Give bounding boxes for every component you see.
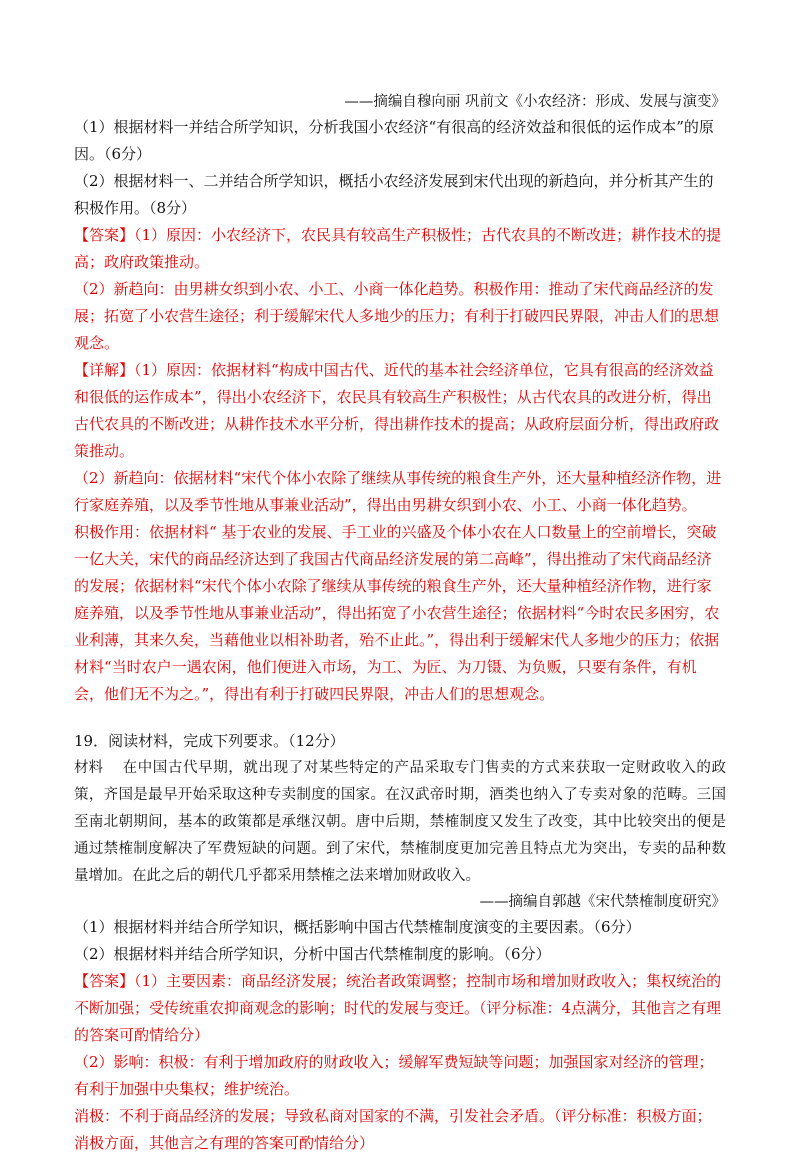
detail-18-part-1 xyxy=(74,357,726,465)
detail-tag: 【详解】 xyxy=(74,361,135,379)
question-19-part-2: （2）根据材料并结合所学知识，分析中国古代禁榷制度的影响。（6分） xyxy=(74,945,551,963)
document-page xyxy=(74,90,726,1157)
answer-19-part-1 xyxy=(74,968,726,1049)
question-18-part-1: （1）根据材料一并结合所学知识，分析我国小农经济“有很高的经济效益和很低的运作成本”的原因。（6分） xyxy=(74,118,714,163)
detail-18-part-2: （2）新趋向：依据材料“宋代个体小农除了继续从事传统的粮食生产外，还大量种植经济作物，进行家庭养殖，以及季节性地从事兼业活动”，得出由男耕女织到小农、小工、小商一体化趋势。 xyxy=(74,469,722,514)
answer-19-part-2: （2）影响：积极：有利于增加政府的财政收入；缓解军费短缺等问题；加强国家对经济的管理；有利于加强中央集权；维护统治。 xyxy=(74,1053,714,1098)
answer-18-part-1 xyxy=(74,222,726,276)
material-label: 材料 xyxy=(74,760,103,776)
material-text: 在中国古代早期，就出现了对某些特定的产品采取专门售卖的方式来获取一定财政收入的政策，齐国是最早开始采取这种专卖制度的国家。在汉武帝时期，酒类也纳入了专卖对象的范畴。三国至南北朝期间，基本的政策都是承继汉朝。唐中后期，禁榷制度又发生了改变，其中比较突出的便是通过禁榷制度解决了军费短缺的问题。到了宋代，禁榷制度更加完善且特点尤为突出，专卖的品种数量增加。在此之后的朝代几乎都采用禁榷之法来增加财政收入。 xyxy=(74,760,726,884)
question-19-material xyxy=(74,755,726,890)
answer-tag: 【答案】 xyxy=(74,972,135,990)
detail-text: （1）原因：依据材料“构成中国古代、近代的基本社会经济单位，它具有很高的经济效益和很低的运作成本”，得出小农经济下，农民具有较高生产积极性；从古代农具的改进分析，得出古代农具的不断改进；从耕作技术水平分析，得出耕作技术的提高；从政府层面分析，得出政府政策推动。 xyxy=(74,361,720,460)
answer-18-part-2: （2）新趋向：由男耕女织到小农、小工、小商一体化趋势。积极作用：推动了宋代商品经济的发展；拓宽了小农营生途径；利于缓解宋代人多地少的压力；有利于打破四民界限，冲击人们的思想观念。 xyxy=(74,280,720,352)
answer-text: （1）主要因素：商品经济发展；统治者政策调整；控制市场和增加财政收入；集权统治的不断加强；受传统重农抑商观念的影响；时代的发展与变迁。（评分标准：4点满分，其他言之有理的答案可酌情给分） xyxy=(74,972,722,1044)
material-source-citation: ——摘编自穆向丽 巩前文《小农经济：形成、发展与演变》 xyxy=(344,94,726,110)
answer-tag: 【答案】 xyxy=(74,226,135,244)
question-19-part-1: （1）根据材料并结合所学知识，概括影响中国古代禁榷制度演变的主要因素。（6分） xyxy=(74,918,641,936)
answer-19-negative: 消极：不利于商品经济的发展；导致私商对国家的不满，引发社会矛盾。（评分标准：积极方面；消极方面，其他言之有理的答案可酌情给分） xyxy=(74,1107,712,1152)
answer-text: （1）原因：小农经济下，农民具有较高生产积极性；古代农具的不断改进；耕作技术的提高；政府政策推动。 xyxy=(74,226,722,271)
question-19-title: 19．阅读材料，完成下列要求。（12分） xyxy=(74,732,345,750)
detail-18-positive-effects: 积极作用：依据材料“ 基于农业的发展、手工业的兴盛及个体小农在人口数量上的空前增长，突破一亿大关，宋代的商品经济达到了我国古代商品经济发展的第二高峰”，得出推动了宋代商品经济的发展；依据材料“宋代个体小农除了继续从事传统的粮食生产外，还大量种植经济作物，进行家庭养殖，以及季节性地从事兼业活动”，得出拓宽了小农营生途径；依据材料“今时农民多困穷，农业利薄，其来久矣，当藉他业以相补助者，殆不止此。”，得出利于缓解宋代人多地少的压力；依据材料“当时农户一遇农闲，他们便进入市场，为工、为匠、为刀镊、为负贩，只要有条件，有机会，他们无不为之。”，得出有利于打破四民界限，冲击人们的思想观念。 xyxy=(74,523,720,703)
question-19-source-citation: ——摘编自郭越《宋代禁榷制度研究》 xyxy=(479,894,726,910)
question-18-part-2: （2）根据材料一、二并结合所学知识，概括小农经济发展到宋代出现的新趋向，并分析其产生的积极作用。（8分） xyxy=(74,172,714,217)
